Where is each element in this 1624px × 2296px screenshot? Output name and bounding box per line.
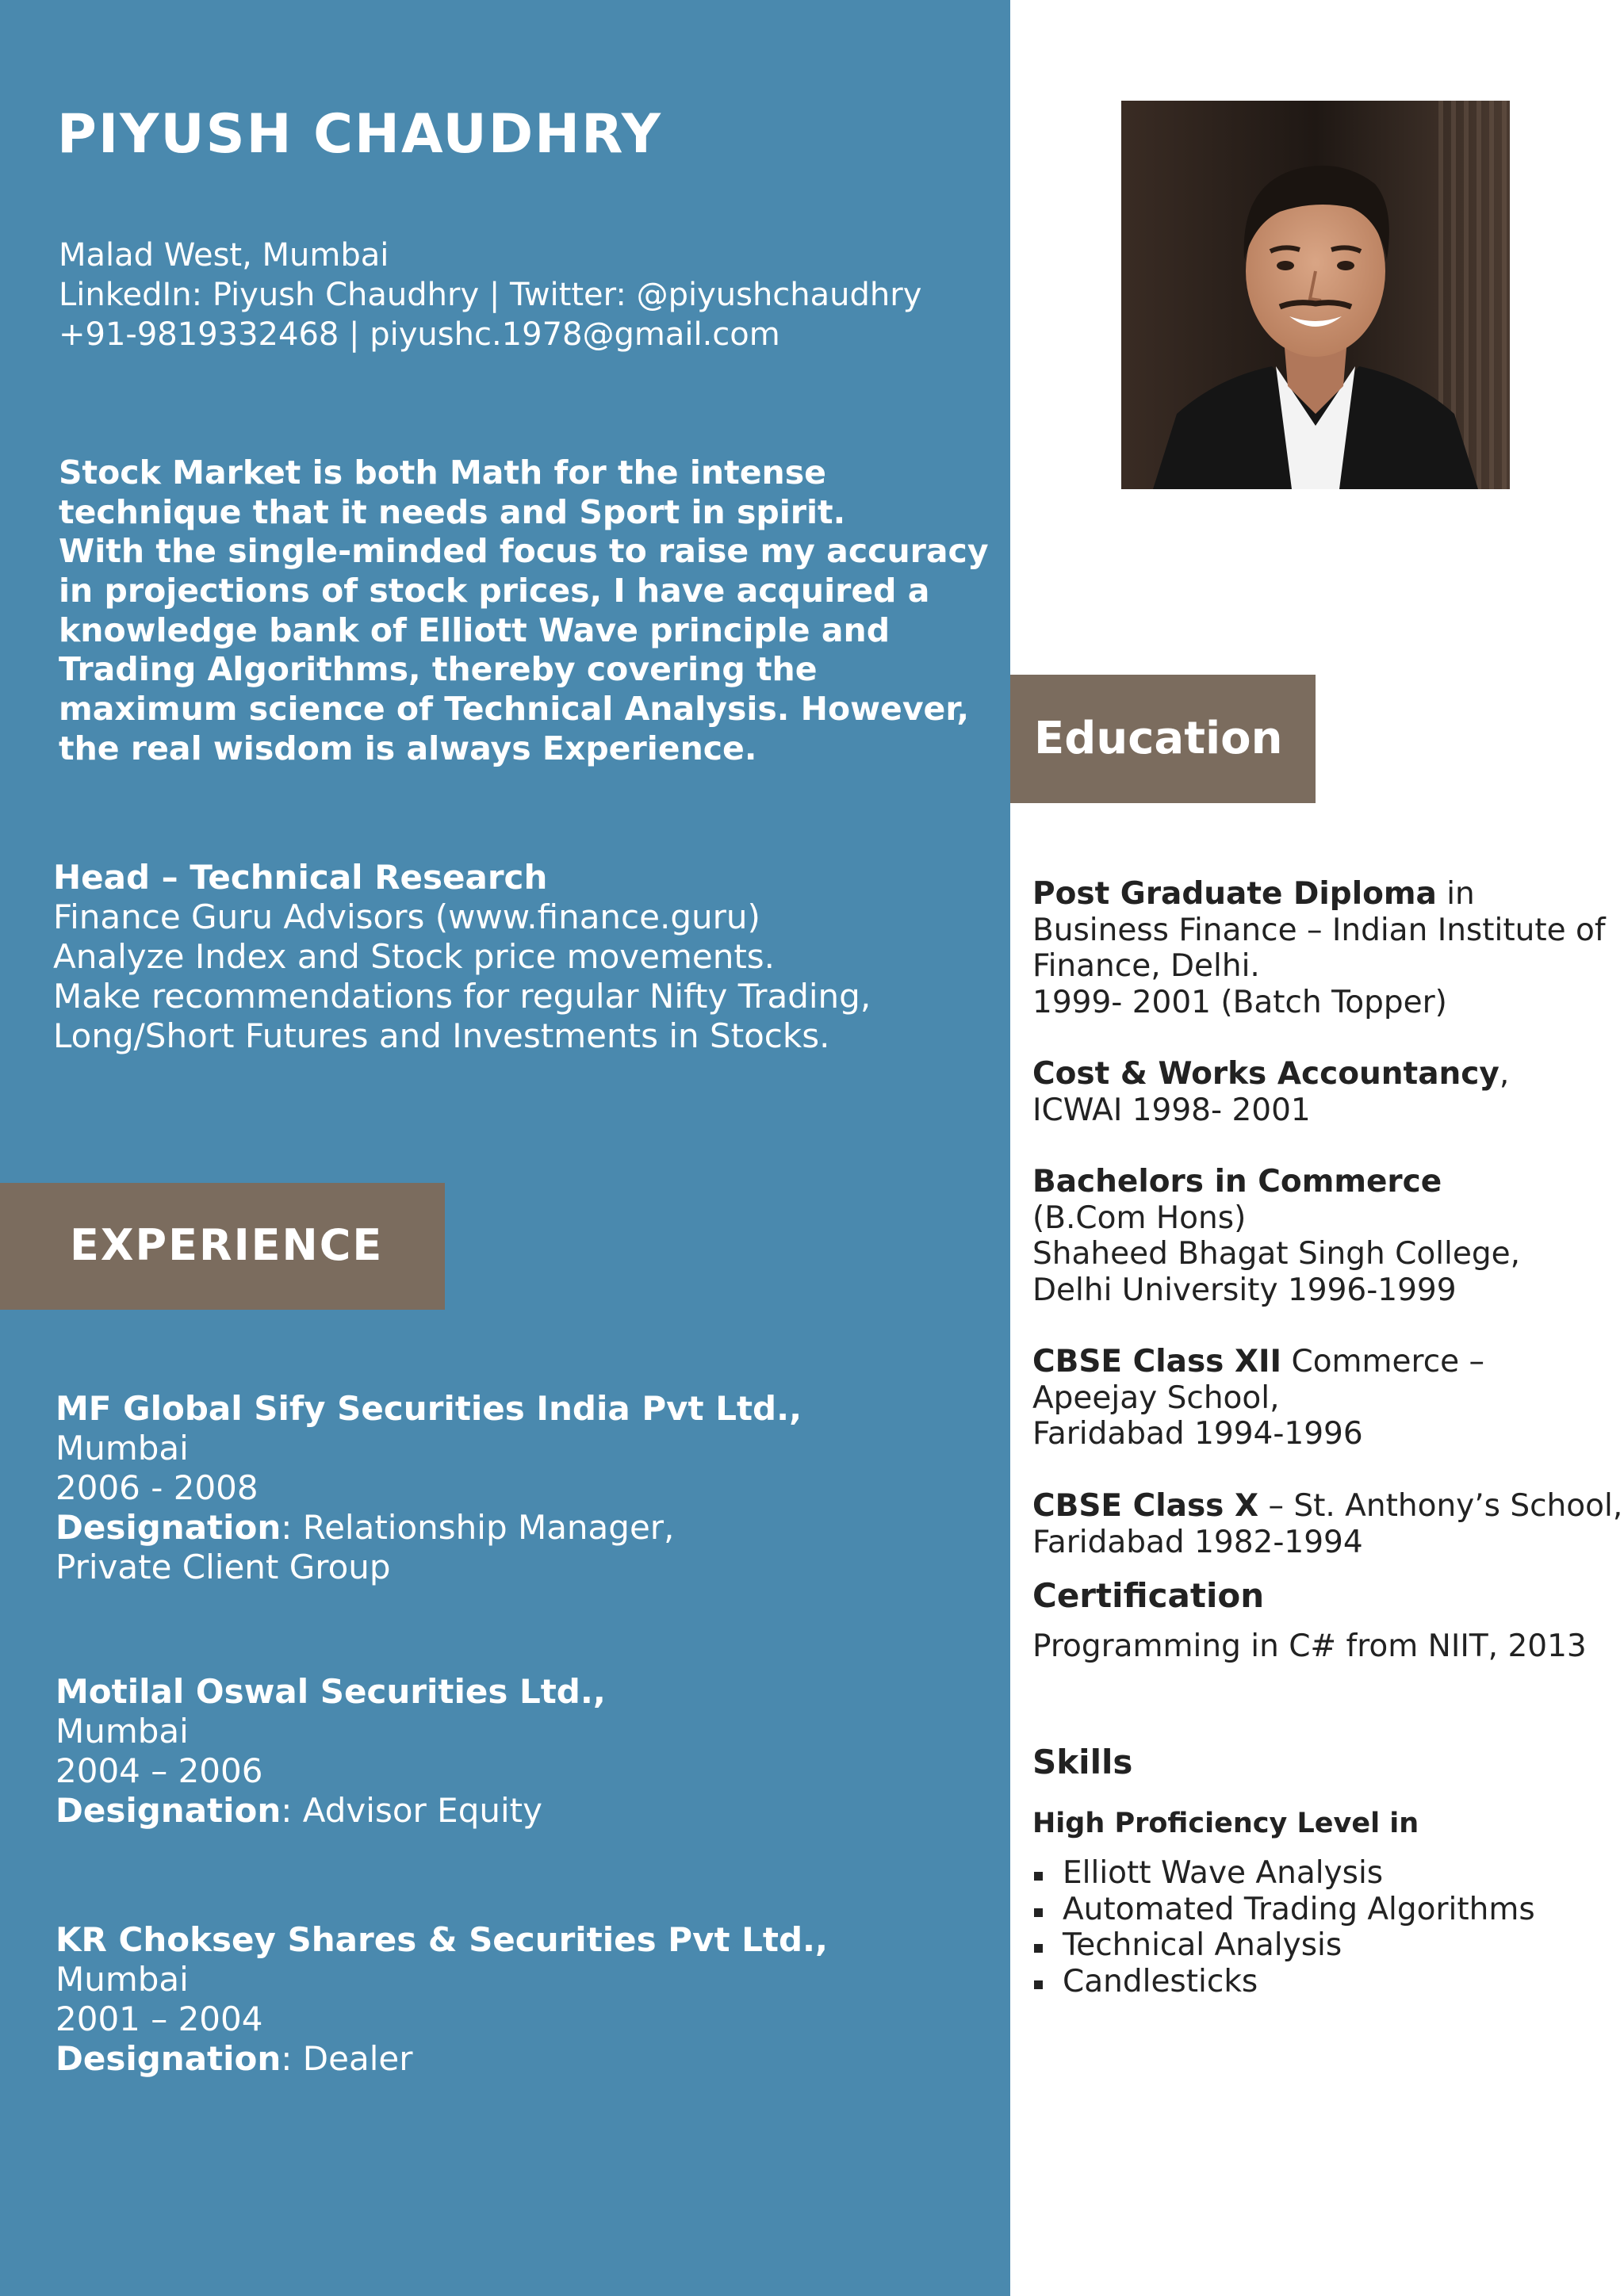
- job-designation: : Advisor Equity: [281, 1791, 542, 1830]
- summary-line: the real wisdom is always Experience.: [59, 729, 757, 767]
- job-company: MF Global Sify Securities India Pvt Ltd.,: [56, 1389, 802, 1428]
- skill-item: Elliott Wave Analysis: [1032, 1855, 1535, 1892]
- designation-label: Designation: [56, 1791, 282, 1830]
- current-role-line: Long/Short Futures and Investments in Stocks.: [53, 1016, 830, 1055]
- job-entry: [56, 1672, 606, 1831]
- job-designation: : Relationship Manager,: [281, 1508, 675, 1547]
- education-degree-row: [1032, 1164, 1520, 1200]
- skills-list: [1032, 1855, 1535, 1999]
- education-degree: CBSE Class X: [1032, 1488, 1259, 1524]
- profile-summary: [59, 453, 989, 769]
- certification-heading: Certification: [1032, 1576, 1265, 1615]
- education-heading-block: [1010, 675, 1316, 803]
- job-city: Mumbai: [56, 1960, 189, 1999]
- summary-line: knowledge bank of Elliott Wave principle and: [59, 610, 891, 649]
- education-degree: CBSE Class XII: [1032, 1344, 1282, 1380]
- job-designation-cont: Private Client Group: [56, 1548, 391, 1586]
- job-company: Motilal Oswal Securities Ltd.,: [56, 1672, 606, 1711]
- education-line: Faridabad 1982-1994: [1032, 1524, 1363, 1560]
- profile-photo: [1121, 101, 1510, 489]
- job-designation-row: [56, 2039, 828, 2079]
- education-line: 1999- 2001 (Batch Topper): [1032, 984, 1447, 1020]
- education-item: [1032, 1488, 1622, 1560]
- job-entry: [56, 1920, 828, 2079]
- summary-line: in projections of stock prices, I have acquired a: [59, 572, 930, 610]
- education-degree-row: [1032, 876, 1606, 913]
- education-line: Finance, Delhi.: [1032, 948, 1260, 984]
- education-line: Apeejay School,: [1032, 1380, 1280, 1416]
- education-degree: Bachelors in Commerce: [1032, 1164, 1442, 1200]
- current-role-line: Make recommendations for regular Nifty Trading,: [53, 977, 871, 1016]
- education-degree-rest: in: [1436, 876, 1475, 912]
- education-degree-rest: – St. Anthony’s School,: [1258, 1488, 1623, 1524]
- education-degree: Cost & Works Accountancy: [1032, 1056, 1500, 1092]
- education-line: Faridabad 1994-1996: [1032, 1416, 1363, 1452]
- education-degree-rest: ,: [1499, 1056, 1510, 1092]
- education-line: (B.Com Hons): [1032, 1200, 1247, 1236]
- summary-line: maximum science of Technical Analysis. However,: [59, 690, 970, 729]
- education-line: Business Finance – Indian Institute of: [1032, 912, 1606, 948]
- location-text: Malad West, Mumbai: [59, 237, 389, 274]
- job-designation-row: [56, 1508, 802, 1548]
- education-item: [1032, 1164, 1520, 1308]
- education-line: Shaheed Bhagat Singh College,: [1032, 1236, 1521, 1272]
- skill-item: Candlesticks: [1032, 1964, 1535, 2000]
- education-degree-rest: Commerce –: [1281, 1344, 1485, 1380]
- summary-line: Stock Market is both Math for the intense: [59, 453, 826, 492]
- job-period: 2004 – 2006: [56, 1751, 263, 1790]
- skills-heading: Skills: [1032, 1743, 1133, 1781]
- job-designation-row: [56, 1791, 606, 1831]
- education-heading: Education: [1034, 713, 1283, 764]
- job-city: Mumbai: [56, 1429, 189, 1468]
- current-role-line: Analyze Index and Stock price movements.: [53, 937, 776, 976]
- certification-text: Programming in C# from NIIT, 2013: [1032, 1628, 1587, 1664]
- social-links-text: LinkedIn: Piyush Chaudhry | Twitter: @piyushchaudhry: [59, 277, 922, 313]
- education-item: [1032, 1056, 1509, 1128]
- summary-line: technique that it needs and Sport in spirit.: [59, 492, 846, 531]
- phone-email-text: +91-9819332468 | piyushc.1978@gmail.com: [59, 316, 780, 353]
- summary-line: With the single-minded focus to raise my accuracy: [59, 532, 989, 571]
- experience-heading: EXPERIENCE: [70, 1220, 384, 1270]
- summary-line: Trading Algorithms, thereby covering the: [59, 650, 818, 689]
- education-item: [1032, 1344, 1484, 1452]
- education-degree-row: [1032, 1344, 1484, 1380]
- job-city: Mumbai: [56, 1712, 189, 1751]
- job-entry: [56, 1389, 802, 1587]
- job-period: 2001 – 2004: [56, 1999, 263, 2038]
- designation-label: Designation: [56, 2039, 282, 2078]
- current-role-line: Finance Guru Advisors (www.finance.guru): [53, 897, 760, 936]
- profile-photo-illustration: [1121, 101, 1510, 489]
- skill-item: Technical Analysis: [1032, 1927, 1535, 1964]
- designation-label: Designation: [56, 1508, 282, 1547]
- skills-subheading: High Proficiency Level in: [1032, 1808, 1419, 1839]
- current-role: [53, 858, 871, 1056]
- job-designation: : Dealer: [281, 2039, 413, 2078]
- education-item: [1032, 876, 1606, 1020]
- skill-item: Automated Trading Algorithms: [1032, 1892, 1535, 1928]
- candidate-name: PIYUSH CHAUDHRY: [57, 103, 662, 166]
- job-company: KR Choksey Shares & Securities Pvt Ltd.,: [56, 1920, 828, 1959]
- education-degree-row: [1032, 1488, 1622, 1525]
- contact-info: [59, 235, 921, 354]
- current-role-title: Head – Technical Research: [53, 858, 548, 897]
- job-period: 2006 - 2008: [56, 1468, 259, 1507]
- education-degree: Post Graduate Diploma: [1032, 876, 1437, 912]
- education-line: ICWAI 1998- 2001: [1032, 1092, 1311, 1128]
- education-line: Delhi University 1996-1999: [1032, 1272, 1457, 1308]
- experience-heading-block: [0, 1183, 445, 1310]
- education-degree-row: [1032, 1056, 1509, 1093]
